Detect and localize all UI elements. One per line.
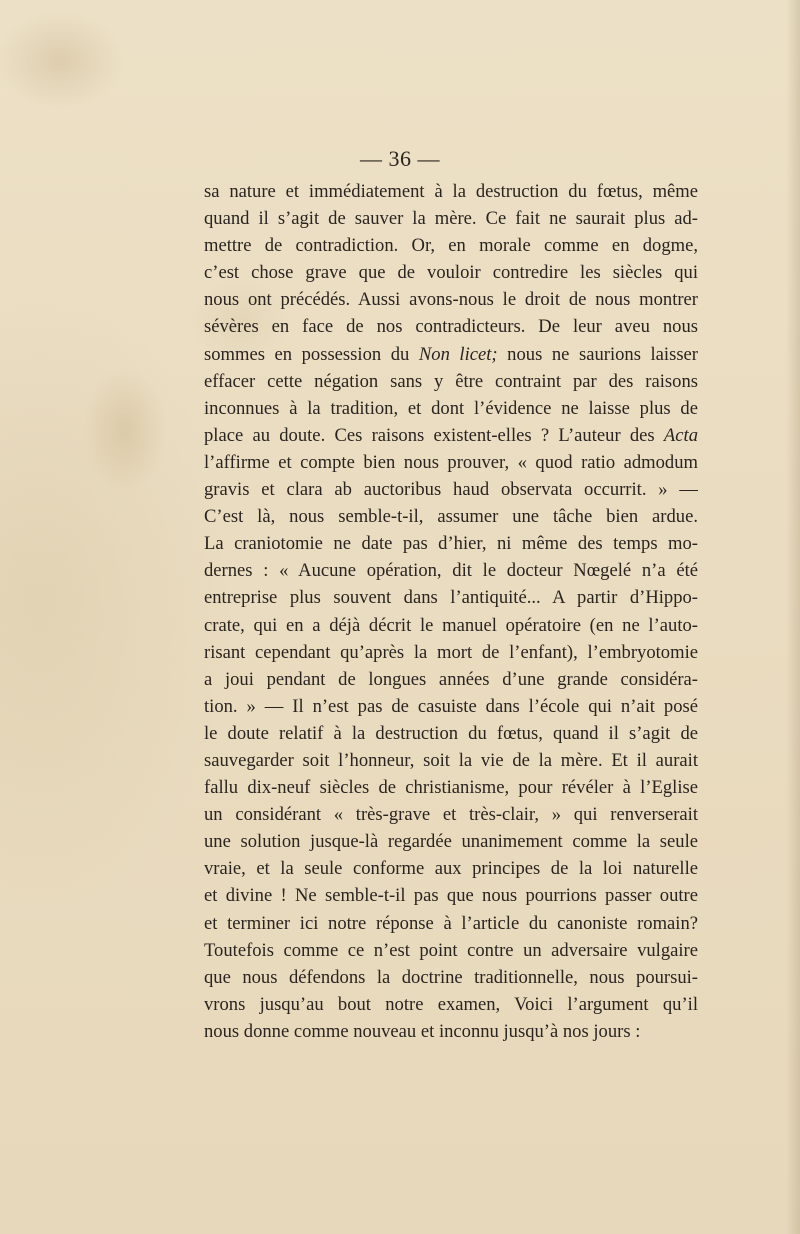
text-line: a joui pendant de longues années d’une grande considéra- [204, 668, 698, 690]
text-line: crate, qui en a déjà décrit le manuel opératoire (en ne l’auto- [204, 614, 698, 636]
text-line: nous donne comme nouveau et inconnu jusqu’à nos jours : [204, 1020, 641, 1042]
text-line: sauvegarder soit l’honneur, soit la vie de la mère. Et il aurait [204, 749, 698, 771]
page-number: — 36 — [360, 146, 440, 171]
text-line: place au doute. Ces raisons existent-elles ? L’auteur des Acta [204, 424, 698, 446]
text-line: La craniotomie ne date pas d’hier, ni même des temps mo- [204, 533, 698, 555]
text-line: inconnues à la tradition, et dont l’évidence ne laisse plus de [204, 397, 698, 419]
text-line: gravis et clara ab auctoribus haud observata occurrit. » — [204, 479, 698, 501]
text-line: sa nature et immédiatement à la destruction du fœtus, même [204, 181, 698, 202]
italic-term: Acta [663, 424, 698, 446]
text-line: quand il s’agit de sauver la mère. Ce fait ne saurait plus ad- [204, 208, 698, 230]
text-line: et terminer ici notre réponse à l’article du canoniste romain? [204, 912, 698, 934]
text-line: et divine ! Ne semble-t-il pas que nous pourrions passer outre [204, 885, 698, 907]
text-line: vrons jusqu’au bout notre examen, Voici l’argument qu’il [204, 993, 698, 1015]
body-text [204, 178, 698, 1045]
italic-term: Non licet; [418, 343, 498, 365]
text-line: que nous défendons la doctrine traditionnelle, nous poursui- [204, 966, 698, 988]
text-line: sommes en possession du Non licet; nous ne saurions laisser [204, 343, 698, 365]
text-line: le doute relatif à la destruction du fœtus, quand il s’agit de [204, 722, 698, 744]
text-line: fallu dix-neuf siècles de christianisme, pour révéler à l’Eglise [204, 777, 698, 799]
text-line: entreprise plus souvent dans l’antiquité... A partir d’Hippo- [204, 587, 698, 609]
text-line: nous ont précédés. Aussi avons-nous le droit de nous montrer [204, 289, 698, 311]
text-line: tion. » — Il n’est pas de casuiste dans l’école qui n’ait posé [204, 695, 698, 717]
text-line: effacer cette négation sans y être contraint par des raisons [204, 370, 698, 392]
text-line: c’est chose grave que de vouloir contredire les siècles qui [204, 262, 698, 284]
text-line: l’affirme et compte bien nous prouver, « quod ratio admodum [204, 451, 698, 473]
text-line: Toutefois comme ce n’est point contre un adversaire vulgaire [204, 939, 698, 961]
text-line: C’est là, nous semble-t-il, assumer une tâche bien ardue. [204, 506, 698, 528]
text-line: vraie, et la seule conforme aux principes de la loi naturelle [204, 858, 698, 880]
text-line: dernes : « Aucune opération, dit le docteur Nœgelé n’a été [204, 560, 698, 582]
text-line: risant cependant qu’après la mort de l’enfant), l’embryotomie [204, 641, 698, 663]
text-line: un considérant « très-grave et très-clair, » qui renverserait [204, 804, 698, 826]
text-line: une solution jusque-là regardée unanimement comme la seule [204, 831, 698, 853]
text-line: sévères en face de nos contradicteurs. De leur aveu nous [204, 316, 698, 338]
text-line: mettre de contradiction. Or, en morale comme en dogme, [204, 235, 698, 257]
